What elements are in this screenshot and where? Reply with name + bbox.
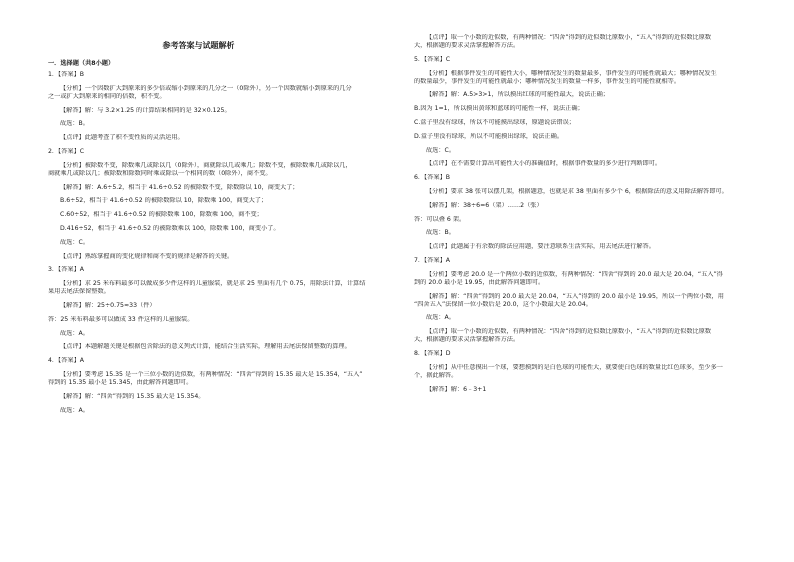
text-line: C.盒子里没有绿球，所以不可能摸出绿球，原题说法错误； [414, 118, 575, 126]
text-line: 故选：B。 [60, 120, 89, 128]
text-line: 3．【答案】A [48, 266, 85, 274]
text-line: 的数量最少，事件发生的可能性就最小；哪种情况发生的数量一样多，事件发生的可能性就相等。 [414, 77, 681, 85]
text-line: 果用去尾法保留整数。 [48, 288, 110, 296]
text-line: B.6÷52，相当于 41.6÷0.52 的被除数除以 10，除数乘 100，商变大了； [60, 197, 268, 205]
text-line: 故选：A。 [60, 329, 89, 337]
text-line: 【分析】从中任意摸出一个球，要想摸到的是白色球的可能性大，就要使白色球的数量比红色球多，至少多一 [426, 363, 723, 371]
text-line: 【解答】解：“四舍”得到的 20.0 最大是 20.04，“五入”得到的 20.0 最小是 19.95，所以一个两位小数，用 [426, 292, 724, 300]
text-line: 【点评】取一个小数的近似数，有两种情况：“四舍”得到的近似数比原数小，“五入”得到的近似数比原数 [426, 328, 712, 336]
text-line: 商就乘几或除以几；被除数和除数同时乘或除以一个相同的数（0除外），商不变。 [48, 169, 272, 177]
text-line: 故选：A。 [60, 406, 89, 414]
left-column [48, 36, 384, 420]
text-line: C.60÷52，相当于 41.6÷0.52 的被除数乘 100，除数乘 100，商不变； [60, 211, 263, 219]
text-line: 【分析】被除数不变，除数乘几或除以几（0除外），商就除以几或乘几；除数不变，被除数乘几或除以几， [60, 161, 352, 169]
text-line: 故选：C。 [426, 146, 456, 154]
text-line: 答：可以叠 6 架。 [414, 215, 466, 223]
text-line: 【解答】解：38÷6=6（架）……2（张） [426, 201, 543, 209]
text-line: 故选：C。 [60, 238, 90, 246]
text-line: 大，根据题的要求灵活掌握解答方法。 [414, 42, 520, 49]
text-line: 【点评】本题解题关键是根据包含除法的意义列式计算，能结合生活实际，理解用去尾法保留整数的算理。 [60, 343, 351, 351]
right-column [414, 34, 748, 399]
text-line: 8．【答案】D [414, 349, 451, 357]
text-line: 1．【答案】B [48, 71, 85, 78]
text-line: 【点评】此题属于有余数的除法应用题，要注意联系生活实际，用去尾法进行解答。 [426, 243, 655, 251]
text-line: 【分析】根据事件发生的可能性大小，哪种情况发生的数量最多，事件发生的可能性就最大；哪种情况发生 [426, 69, 717, 77]
text-line: 【点评】此题考查了积不变性质的灵活运用。 [60, 134, 184, 142]
text-line: D.盒子里没有绿球，所以不可能摸出绿球，说法正确。 [414, 132, 564, 140]
text-line: 【解答】解：A.6÷5.2，相当于 41.6÷0.52 的被除数不变，除数除以 10，商变大了； [60, 183, 299, 191]
text-line: 【解答】解：25÷0.75≈33（件） [60, 301, 156, 309]
text-line: B.因为 1=1，所以摸出黄球和蓝球的可能性一样，说法正确； [414, 105, 584, 113]
text-line: 【分析】要求 38 张可以摆几架，根据题意，也就是求 38 里面有多少个 6，根据除法的意义用除法解答即可。 [426, 187, 728, 195]
text-line: 得到的 15.35 最小是 15.345，由此解答问题即可。 [48, 378, 193, 386]
text-line: 答：25 米布料最多可以做成 33 件这样的儿童服装。 [48, 315, 194, 323]
text-line: “四舍五入”法保留一位小数后是 20.0，这个小数最大是 20.04。 [414, 300, 592, 308]
text-line: 5．【答案】C [414, 55, 451, 63]
text-line: 【分析】一个因数扩大到原来的多少倍或缩小到原来的几分之一（0除外），另一个因数就缩小到原来的几分 [60, 84, 352, 92]
text-line: 【分析】要考虑 20.0 是一个两位小数的近似数，有两种情况：“四舍”得到的 20.0 最大是 20.04，“五入”得 [426, 270, 723, 278]
text-line: 【解答】解：A.5>3>1，所以摸出红球的可能性最大，说法正确； [426, 91, 609, 99]
text-line: 【解答】解：6﹣3+1 [426, 385, 487, 393]
text-line: 【点评】在不需要计算出可能性大小的准确值时，根据事件数量的多少进行判断即可。 [426, 160, 662, 168]
text-line: 7．【答案】A [414, 256, 451, 264]
text-line: 大，根据题的要求灵活掌握解答方法。 [414, 336, 520, 344]
text-line: 【分析】求 25 米布料最多可以做成多少件这样的儿童服装，就是求 25 里面有几个 0.75，用除法计算，计算结 [60, 280, 366, 288]
section-heading: 一．选择题（共8小题） [48, 60, 115, 67]
text-line: 个，据此解答。 [414, 371, 458, 379]
text-line: 故选：A。 [426, 314, 455, 322]
text-line: 6．【答案】B [414, 174, 451, 182]
text-line: 4．【答案】A [48, 357, 85, 365]
text-line: 之一或扩大到原来的相同的倍数，积不变。 [48, 92, 166, 100]
page-title: 参考答案与试题解析 [162, 41, 235, 50]
text-line: 【解答】解：与 3.2×1.25 的计算结果相同的是 32×0.125。 [60, 106, 231, 114]
text-line: 2．【答案】C [48, 147, 85, 155]
text-line: 【点评】取一个小数的近似数，有两种情况：“四舍”得到的近似数比原数小，“五入”得到的近似数比原数 [426, 34, 712, 41]
text-line: 到的 20.0 最小是 19.95，由此解答问题即可。 [414, 278, 545, 286]
text-line: 【点评】熟练掌握商的变化规律和商不变的规律是解答的关键。 [60, 252, 234, 260]
text-line: 故选：B。 [426, 229, 455, 237]
text-line: 【解答】解：“四舍”得到的 15.35 最大是 15.354。 [60, 392, 205, 400]
text-line: D.416÷52，相当于 41.6÷0.52 的被除数乘以 100，除数乘 100，商变小了。 [60, 224, 280, 232]
text-line: 【分析】要考虑 15.35 是一个三位小数的近似数，有两种情况：“四舍”得到的 15.35 最大是 15.354，“五入” [60, 370, 363, 378]
